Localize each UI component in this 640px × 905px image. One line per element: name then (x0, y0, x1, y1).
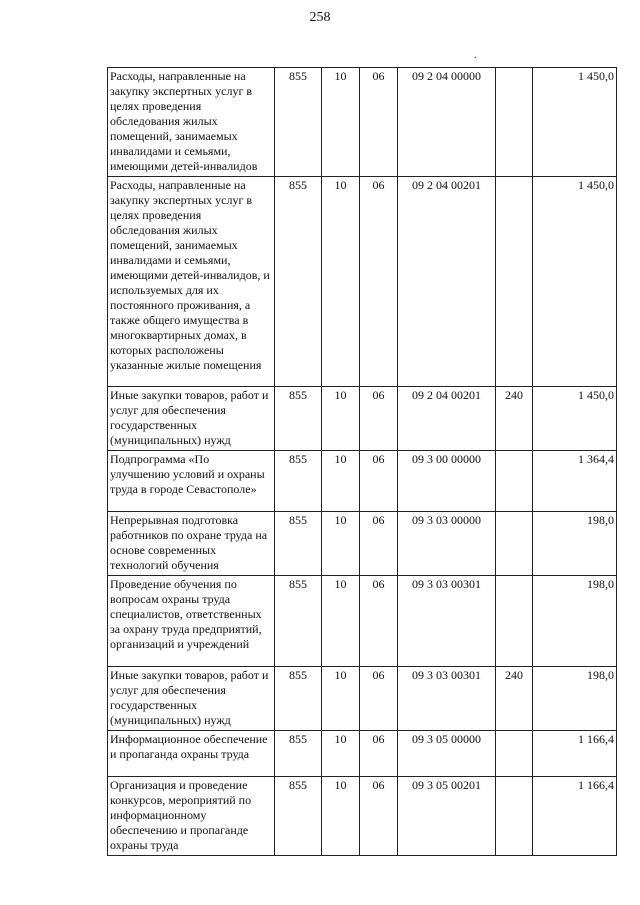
row-rz: 10 (322, 512, 360, 576)
row-ved: 855 (275, 576, 322, 667)
row-ved: 855 (275, 777, 322, 856)
row-pr: 06 (360, 177, 398, 387)
row-csr: 09 2 04 00000 (398, 68, 496, 177)
table-row (108, 451, 617, 512)
budget-table (107, 67, 617, 856)
row-name: Непрерывная подготовка работников по охране труда на основе современных технологий обучения (108, 512, 275, 576)
scan-mark: . (474, 50, 477, 61)
table-row (108, 777, 617, 856)
row-csr: 09 2 04 00201 (398, 177, 496, 387)
table-row (108, 667, 617, 731)
row-pr: 06 (360, 451, 398, 512)
row-pr: 06 (360, 576, 398, 667)
row-ved: 855 (275, 68, 322, 177)
row-vr (496, 576, 533, 667)
row-pr: 06 (360, 512, 398, 576)
row-rz: 10 (322, 177, 360, 387)
row-ved: 855 (275, 451, 322, 512)
row-pr: 06 (360, 777, 398, 856)
row-name: Расходы, направленные на закупку экспертных услуг в целях проведения обследования жилых помещений, занимаемых инвалидами и семьями, имеющими детей-инвалидов, и используемых для их постоянного проживания, а также общего имущества в многоквартирных домах, в которых расположены указанные жилые помещения (108, 177, 275, 387)
row-sum: 1 450,0 (533, 68, 617, 177)
row-rz: 10 (322, 777, 360, 856)
row-rz: 10 (322, 68, 360, 177)
row-sum: 198,0 (533, 667, 617, 731)
row-ved: 855 (275, 512, 322, 576)
row-csr: 09 3 03 00000 (398, 512, 496, 576)
row-sum: 1 166,4 (533, 777, 617, 856)
row-csr: 09 3 05 00000 (398, 731, 496, 777)
row-sum: 1 450,0 (533, 177, 617, 387)
row-csr: 09 3 03 00301 (398, 667, 496, 731)
row-rz: 10 (322, 576, 360, 667)
table-row (108, 177, 617, 387)
row-name: Подпрограмма «По улучшению условий и охраны труда в городе Севастополе» (108, 451, 275, 512)
row-sum: 1 450,0 (533, 387, 617, 451)
row-vr: 240 (496, 667, 533, 731)
row-name: Иные закупки товаров, работ и услуг для обеспечения государственных (муниципальных) нужд (108, 667, 275, 731)
page-number: 258 (309, 10, 331, 25)
row-sum: 1 364,4 (533, 451, 617, 512)
row-sum: 1 166,4 (533, 731, 617, 777)
row-name: Иные закупки товаров, работ и услуг для обеспечения государственных (муниципальных) нужд (108, 387, 275, 451)
row-vr (496, 512, 533, 576)
table-row (108, 68, 617, 177)
table-row (108, 576, 617, 667)
row-vr (496, 68, 533, 177)
row-csr: 09 2 04 00201 (398, 387, 496, 451)
table-row (108, 512, 617, 576)
row-pr: 06 (360, 731, 398, 777)
row-csr: 09 3 00 00000 (398, 451, 496, 512)
row-name: Расходы, направленные на закупку экспертных услуг в целях проведения обследования жилых помещений, занимаемых инвалидами и семьями, имеющими детей-инвалидов (108, 68, 275, 177)
row-csr: 09 3 05 00201 (398, 777, 496, 856)
row-rz: 10 (322, 731, 360, 777)
row-ved: 855 (275, 177, 322, 387)
row-vr (496, 731, 533, 777)
table-row (108, 731, 617, 777)
row-rz: 10 (322, 667, 360, 731)
row-ved: 855 (275, 667, 322, 731)
row-sum: 198,0 (533, 576, 617, 667)
row-name: Организация и проведение конкурсов, мероприятий по информационному обеспечению и пропаганде охраны труда (108, 777, 275, 856)
row-pr: 06 (360, 667, 398, 731)
row-rz: 10 (322, 387, 360, 451)
row-vr (496, 451, 533, 512)
row-pr: 06 (360, 387, 398, 451)
row-vr (496, 177, 533, 387)
row-sum: 198,0 (533, 512, 617, 576)
row-ved: 855 (275, 387, 322, 451)
row-ved: 855 (275, 731, 322, 777)
table-row (108, 387, 617, 451)
row-pr: 06 (360, 68, 398, 177)
row-vr: 240 (496, 387, 533, 451)
row-vr (496, 777, 533, 856)
row-csr: 09 3 03 00301 (398, 576, 496, 667)
row-rz: 10 (322, 451, 360, 512)
row-name: Проведение обучения по вопросам охраны труда специалистов, ответственных за охрану труда предприятий, организаций и учреждений (108, 576, 275, 667)
row-name: Информационное обеспечение и пропаганда охраны труда (108, 731, 275, 777)
